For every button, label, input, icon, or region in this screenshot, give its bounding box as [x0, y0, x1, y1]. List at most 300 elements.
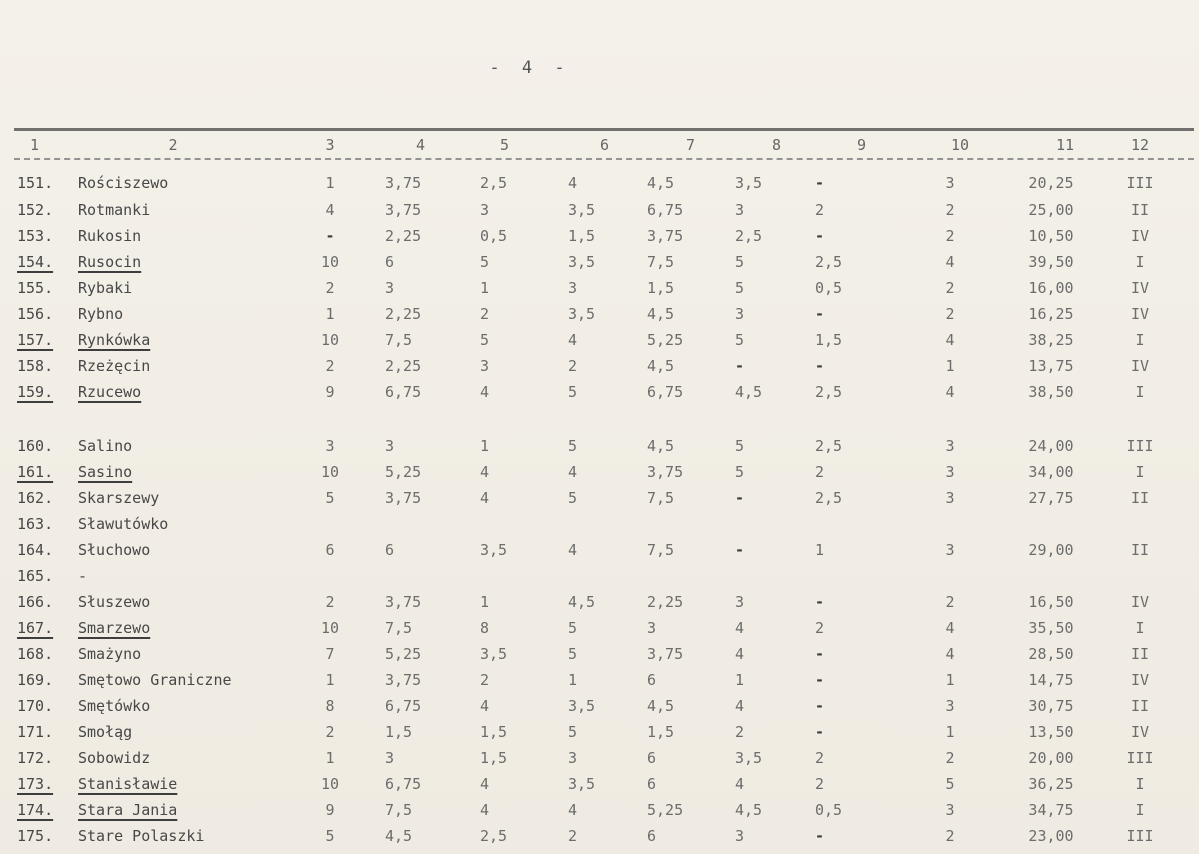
- cell-column-10: 2: [945, 201, 955, 219]
- place-name-cell: [78, 823, 278, 849]
- table-row: [0, 693, 1199, 719]
- row-number: 156.: [17, 305, 54, 323]
- cell-column-4: 3,75: [385, 671, 422, 689]
- table-row: [0, 823, 1199, 849]
- place-name-cell: [78, 667, 278, 693]
- place-name: Smołąg: [78, 723, 133, 741]
- cell-column-6: 5: [568, 383, 578, 401]
- cell-column-7: 2,25: [647, 593, 684, 611]
- cell-column-5: 1: [480, 437, 490, 455]
- place-name-cell: [78, 379, 278, 405]
- cell-column-9: 2: [815, 775, 825, 793]
- cell-column-11: 16,50: [1028, 593, 1074, 611]
- cell-column-4: 3,75: [385, 593, 422, 611]
- cell-column-11: 13,50: [1028, 723, 1074, 741]
- cell-column-3: 3: [325, 437, 335, 455]
- cell-column-5: 1,5: [480, 723, 508, 741]
- cell-column-4: 2,25: [385, 227, 422, 245]
- place-name: Rzucewo: [78, 383, 142, 401]
- row-number: 155.: [17, 279, 54, 297]
- cell-column-6: 5: [568, 645, 578, 663]
- row-number: 166.: [17, 593, 54, 611]
- cell-column-12: II: [1130, 697, 1150, 715]
- cell-column-8: 2,5: [735, 227, 763, 245]
- place-name: Rzeżęcin: [78, 357, 151, 375]
- place-name: Sasino: [78, 463, 133, 481]
- row-number: 165.: [17, 567, 54, 585]
- cell-column-7: 7,5: [647, 541, 675, 559]
- cell-column-12: IV: [1130, 593, 1150, 611]
- place-name: -: [78, 567, 88, 585]
- table-row: [0, 197, 1199, 223]
- cell-column-12: III: [1126, 437, 1154, 455]
- cell-column-6: 3,5: [568, 775, 596, 793]
- column-header-5: 5: [500, 136, 510, 154]
- cell-column-12: II: [1130, 645, 1150, 663]
- row-number: 172.: [17, 749, 54, 767]
- cell-column-9: -: [815, 357, 825, 375]
- cell-column-10: 2: [945, 827, 955, 845]
- cell-column-4: 6: [385, 253, 395, 271]
- cell-column-3: 6: [325, 541, 335, 559]
- cell-column-5: 4: [480, 801, 490, 819]
- cell-column-12: I: [1135, 463, 1145, 481]
- place-name: Rybaki: [78, 279, 133, 297]
- place-name: Sławutówko: [78, 515, 169, 533]
- cell-column-8: 4,5: [735, 801, 763, 819]
- column-header-10: 10: [950, 136, 970, 154]
- cell-column-3: 10: [320, 253, 340, 271]
- place-name: Stanisławie: [78, 775, 178, 793]
- cell-column-9: -: [815, 305, 825, 323]
- cell-column-6: 5: [568, 437, 578, 455]
- cell-column-3: 7: [325, 645, 335, 663]
- table-row: [0, 667, 1199, 693]
- cell-column-3: 2: [325, 357, 335, 375]
- table-row: [0, 771, 1199, 797]
- cell-column-8: 4: [735, 775, 745, 793]
- cell-column-7: 6,75: [647, 383, 684, 401]
- cell-column-5: 3: [480, 357, 490, 375]
- cell-column-8: 5: [735, 331, 745, 349]
- cell-column-4: 6,75: [385, 697, 422, 715]
- cell-column-3: 2: [325, 279, 335, 297]
- cell-column-3: 10: [320, 775, 340, 793]
- cell-column-9: 0,5: [815, 801, 843, 819]
- table-row: [0, 537, 1199, 563]
- row-number: 170.: [17, 697, 54, 715]
- cell-column-12: IV: [1130, 357, 1150, 375]
- cell-column-7: 5,25: [647, 801, 684, 819]
- cell-column-9: 2,5: [815, 383, 843, 401]
- place-name: Stare Polaszki: [78, 827, 205, 845]
- cell-column-3: 10: [320, 619, 340, 637]
- cell-column-9: 2: [815, 201, 825, 219]
- cell-column-4: 7,5: [385, 331, 413, 349]
- cell-column-6: 3,5: [568, 697, 596, 715]
- cell-column-5: 1,5: [480, 749, 508, 767]
- cell-column-12: IV: [1130, 279, 1150, 297]
- cell-column-9: 0,5: [815, 279, 843, 297]
- cell-column-10: 2: [945, 279, 955, 297]
- place-name: Smętowo Graniczne: [78, 671, 232, 689]
- cell-column-12: III: [1126, 174, 1154, 192]
- row-number: 153.: [17, 227, 54, 245]
- cell-column-9: 1,5: [815, 331, 843, 349]
- cell-column-8: -: [735, 489, 745, 507]
- cell-column-5: 5: [480, 253, 490, 271]
- place-name-cell: [78, 589, 278, 615]
- cell-column-8: -: [735, 357, 745, 375]
- place-name: Smażyno: [78, 645, 142, 663]
- place-name-cell: [78, 745, 278, 771]
- cell-column-4: 3: [385, 749, 395, 767]
- place-name: Rościszewo: [78, 174, 169, 192]
- cell-column-7: 6: [647, 749, 657, 767]
- cell-column-11: 35,50: [1028, 619, 1074, 637]
- place-name: Skarszewy: [78, 489, 160, 507]
- table-row: [0, 223, 1199, 249]
- place-name-cell: [78, 433, 278, 459]
- cell-column-12: I: [1135, 775, 1145, 793]
- cell-column-4: 4,5: [385, 827, 413, 845]
- cell-column-10: 4: [945, 619, 955, 637]
- cell-column-5: 4: [480, 463, 490, 481]
- cell-column-10: 1: [945, 357, 955, 375]
- cell-column-9: -: [815, 227, 825, 245]
- place-name-cell: [78, 719, 278, 745]
- cell-column-5: 4: [480, 383, 490, 401]
- cell-column-11: 34,00: [1028, 463, 1074, 481]
- cell-column-8: 3: [735, 201, 745, 219]
- cell-column-3: 2: [325, 593, 335, 611]
- column-header-6: 6: [600, 136, 610, 154]
- cell-column-3: 1: [325, 671, 335, 689]
- cell-column-10: 2: [945, 305, 955, 323]
- cell-column-3: 9: [325, 383, 335, 401]
- cell-column-9: 2: [815, 749, 825, 767]
- cell-column-11: 24,00: [1028, 437, 1074, 455]
- row-number: 151.: [17, 174, 54, 192]
- place-name-cell: [78, 275, 278, 301]
- cell-column-6: 1,5: [568, 227, 596, 245]
- cell-column-7: 4,5: [647, 174, 675, 192]
- table-row: [0, 745, 1199, 771]
- cell-column-5: 4: [480, 775, 490, 793]
- cell-column-4: 3,75: [385, 201, 422, 219]
- cell-column-11: 16,25: [1028, 305, 1074, 323]
- place-name: Sobowidz: [78, 749, 151, 767]
- place-name: Smarzewo: [78, 619, 151, 637]
- row-number: 160.: [17, 437, 54, 455]
- column-header-7: 7: [686, 136, 696, 154]
- place-name-cell: [78, 485, 278, 511]
- cell-column-3: 4: [325, 201, 335, 219]
- cell-column-9: 2,5: [815, 253, 843, 271]
- cell-column-7: 4,5: [647, 357, 675, 375]
- cell-column-9: -: [815, 697, 825, 715]
- cell-column-4: 6: [385, 541, 395, 559]
- cell-column-4: 3,75: [385, 489, 422, 507]
- cell-column-3: 5: [325, 827, 335, 845]
- table-header-row: [0, 132, 1199, 158]
- table-header-rule: [14, 158, 1194, 160]
- table-top-rule: [14, 128, 1194, 131]
- cell-column-8: 4: [735, 645, 745, 663]
- column-header-1: 1: [30, 136, 40, 154]
- column-header-2: 2: [168, 136, 178, 154]
- cell-column-4: 2,25: [385, 305, 422, 323]
- cell-column-6: 5: [568, 723, 578, 741]
- table-row: [0, 589, 1199, 615]
- cell-column-5: 2: [480, 305, 490, 323]
- cell-column-7: 1,5: [647, 723, 675, 741]
- place-name-cell: [78, 537, 278, 563]
- cell-column-4: 5,25: [385, 645, 422, 663]
- cell-column-11: 16,00: [1028, 279, 1074, 297]
- place-name-cell: [78, 511, 278, 537]
- cell-column-7: 6: [647, 827, 657, 845]
- cell-column-11: 30,75: [1028, 697, 1074, 715]
- cell-column-10: 2: [945, 593, 955, 611]
- cell-column-7: 3,75: [647, 645, 684, 663]
- cell-column-12: I: [1135, 253, 1145, 271]
- cell-column-4: 6,75: [385, 775, 422, 793]
- cell-column-9: 2,5: [815, 489, 843, 507]
- cell-column-6: 3,5: [568, 253, 596, 271]
- cell-column-8: -: [735, 541, 745, 559]
- cell-column-6: 4: [568, 463, 578, 481]
- cell-column-8: 5: [735, 279, 745, 297]
- cell-column-12: I: [1135, 619, 1145, 637]
- cell-column-6: 3,5: [568, 201, 596, 219]
- table-row: [0, 485, 1199, 511]
- cell-column-11: 27,75: [1028, 489, 1074, 507]
- place-name-cell: [78, 641, 278, 667]
- table-row: [0, 511, 1199, 537]
- cell-column-12: II: [1130, 541, 1150, 559]
- place-name: Rotmanki: [78, 201, 151, 219]
- cell-column-6: 2: [568, 827, 578, 845]
- place-name-cell: [78, 563, 278, 589]
- table-row: [0, 563, 1199, 589]
- cell-column-10: 3: [945, 174, 955, 192]
- table-row: [0, 615, 1199, 641]
- cell-column-6: 4,5: [568, 593, 596, 611]
- cell-column-8: 5: [735, 253, 745, 271]
- cell-column-3: 1: [325, 749, 335, 767]
- page-number: - 4 -: [489, 58, 571, 78]
- cell-column-7: 3,75: [647, 463, 684, 481]
- cell-column-4: 3,75: [385, 174, 422, 192]
- cell-column-9: 2: [815, 463, 825, 481]
- place-name: Rusocin: [78, 253, 142, 271]
- cell-column-10: 4: [945, 253, 955, 271]
- cell-column-9: -: [815, 671, 825, 689]
- cell-column-5: 8: [480, 619, 490, 637]
- cell-column-6: 4: [568, 541, 578, 559]
- cell-column-9: -: [815, 645, 825, 663]
- table-row: [0, 249, 1199, 275]
- table-row: [0, 301, 1199, 327]
- cell-column-9: -: [815, 593, 825, 611]
- cell-column-8: 3,5: [735, 749, 763, 767]
- cell-column-8: 3: [735, 305, 745, 323]
- cell-column-5: 3,5: [480, 541, 508, 559]
- table-row: [0, 170, 1199, 196]
- cell-column-3: 9: [325, 801, 335, 819]
- cell-column-4: 7,5: [385, 619, 413, 637]
- cell-column-11: 23,00: [1028, 827, 1074, 845]
- cell-column-5: 0,5: [480, 227, 508, 245]
- place-name-cell: [78, 327, 278, 353]
- cell-column-5: 3,5: [480, 645, 508, 663]
- cell-column-7: 1,5: [647, 279, 675, 297]
- cell-column-12: I: [1135, 383, 1145, 401]
- place-name: Rukosin: [78, 227, 142, 245]
- table-row: [0, 459, 1199, 485]
- cell-column-7: 4,5: [647, 437, 675, 455]
- cell-column-11: 20,00: [1028, 749, 1074, 767]
- row-number: 174.: [17, 801, 54, 819]
- cell-column-12: I: [1135, 801, 1145, 819]
- cell-column-7: 6,75: [647, 201, 684, 219]
- cell-column-8: 4: [735, 619, 745, 637]
- row-number: 157.: [17, 331, 54, 349]
- table-row: [0, 433, 1199, 459]
- cell-column-11: 38,25: [1028, 331, 1074, 349]
- cell-column-7: 4,5: [647, 697, 675, 715]
- cell-column-12: IV: [1130, 671, 1150, 689]
- cell-column-9: -: [815, 723, 825, 741]
- place-name: Rynkówka: [78, 331, 151, 349]
- cell-column-11: 34,75: [1028, 801, 1074, 819]
- cell-column-4: 3: [385, 279, 395, 297]
- cell-column-7: 3: [647, 619, 657, 637]
- cell-column-5: 3: [480, 201, 490, 219]
- cell-column-3: 2: [325, 723, 335, 741]
- row-number: 163.: [17, 515, 54, 533]
- place-name-cell: [78, 771, 278, 797]
- cell-column-9: 2: [815, 619, 825, 637]
- cell-column-6: 3: [568, 749, 578, 767]
- table-row: [0, 797, 1199, 823]
- cell-column-6: 5: [568, 489, 578, 507]
- cell-column-5: 2,5: [480, 174, 508, 192]
- cell-column-10: 1: [945, 723, 955, 741]
- place-name-cell: [78, 197, 278, 223]
- cell-column-11: 38,50: [1028, 383, 1074, 401]
- cell-column-9: 1: [815, 541, 825, 559]
- cell-column-6: 4: [568, 174, 578, 192]
- row-number: 158.: [17, 357, 54, 375]
- column-header-4: 4: [416, 136, 426, 154]
- cell-column-12: II: [1130, 489, 1150, 507]
- cell-column-7: 7,5: [647, 253, 675, 271]
- row-number: 175.: [17, 827, 54, 845]
- cell-column-8: 3,5: [735, 174, 763, 192]
- cell-column-6: 4: [568, 331, 578, 349]
- cell-column-10: 3: [945, 801, 955, 819]
- place-name-cell: [78, 797, 278, 823]
- row-number: 167.: [17, 619, 54, 637]
- cell-column-8: 4: [735, 697, 745, 715]
- cell-column-10: 4: [945, 645, 955, 663]
- cell-column-10: 3: [945, 463, 955, 481]
- cell-column-11: 10,50: [1028, 227, 1074, 245]
- cell-column-8: 5: [735, 437, 745, 455]
- cell-column-3: 1: [325, 305, 335, 323]
- cell-column-10: 3: [945, 697, 955, 715]
- cell-column-3: 1: [325, 174, 335, 192]
- cell-column-10: 1: [945, 671, 955, 689]
- cell-column-11: 36,25: [1028, 775, 1074, 793]
- cell-column-7: 6: [647, 775, 657, 793]
- place-name-cell: [78, 615, 278, 641]
- row-number: 161.: [17, 463, 54, 481]
- cell-column-10: 3: [945, 489, 955, 507]
- cell-column-3: -: [325, 227, 335, 245]
- cell-column-8: 3: [735, 827, 745, 845]
- row-number: 168.: [17, 645, 54, 663]
- column-header-12: 12: [1130, 136, 1150, 154]
- cell-column-11: 14,75: [1028, 671, 1074, 689]
- cell-column-10: 3: [945, 437, 955, 455]
- row-number: 173.: [17, 775, 54, 793]
- row-number: 169.: [17, 671, 54, 689]
- cell-column-8: 3: [735, 593, 745, 611]
- table-row: [0, 719, 1199, 745]
- row-number: 171.: [17, 723, 54, 741]
- cell-column-4: 1,5: [385, 723, 413, 741]
- cell-column-10: 4: [945, 331, 955, 349]
- cell-column-6: 3: [568, 279, 578, 297]
- cell-column-6: 3,5: [568, 305, 596, 323]
- cell-column-10: 2: [945, 227, 955, 245]
- place-name: Salino: [78, 437, 133, 455]
- column-header-11: 11: [1055, 136, 1075, 154]
- cell-column-11: 20,25: [1028, 174, 1074, 192]
- place-name-cell: [78, 693, 278, 719]
- cell-column-7: 7,5: [647, 489, 675, 507]
- cell-column-11: 39,50: [1028, 253, 1074, 271]
- cell-column-9: 2,5: [815, 437, 843, 455]
- cell-column-6: 2: [568, 357, 578, 375]
- row-number: 162.: [17, 489, 54, 507]
- cell-column-6: 1: [568, 671, 578, 689]
- cell-column-8: 1: [735, 671, 745, 689]
- table-row: [0, 641, 1199, 667]
- cell-column-12: IV: [1130, 227, 1150, 245]
- column-header-3: 3: [325, 136, 335, 154]
- place-name-cell: [78, 353, 278, 379]
- place-name: Rybno: [78, 305, 124, 323]
- place-name: Smętówko: [78, 697, 151, 715]
- cell-column-3: 5: [325, 489, 335, 507]
- cell-column-5: 2,5: [480, 827, 508, 845]
- cell-column-5: 4: [480, 489, 490, 507]
- cell-column-7: 5,25: [647, 331, 684, 349]
- cell-column-9: -: [815, 174, 825, 192]
- cell-column-12: I: [1135, 331, 1145, 349]
- place-name: Stara Jania: [78, 801, 178, 819]
- cell-column-3: 10: [320, 463, 340, 481]
- place-name-cell: [78, 301, 278, 327]
- cell-column-4: 7,5: [385, 801, 413, 819]
- cell-column-12: III: [1126, 749, 1154, 767]
- place-name: Słuszewo: [78, 593, 151, 611]
- cell-column-7: 6: [647, 671, 657, 689]
